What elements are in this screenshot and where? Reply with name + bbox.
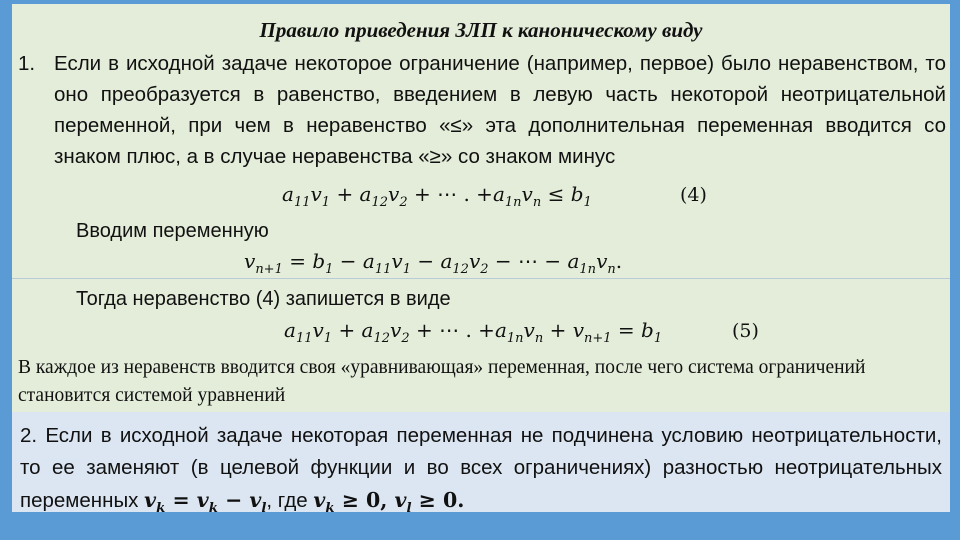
where-text: , где	[266, 489, 308, 512]
balancing-variable-note: В каждое из неравенств вводится своя «уравнивающая» переменная, после чего система ограничений становится системой уравнений	[18, 357, 866, 406]
introduce-variable-text: Вводим переменную	[76, 220, 269, 242]
rule-2-paragraph	[20, 420, 942, 512]
new-variable-formula: $v_{n+1} = b_1 - a_{11}v_1 - a_{12}v_2$ − ⋯ − $a_{1n}v_n$.	[244, 249, 623, 277]
formula-4-label: (4)	[680, 184, 707, 206]
formula-5-label: (5)	[732, 320, 759, 342]
rule-2-text: 2. Если в исходной задаче некоторая переменная не подчинена условию неотрицательности, то ее заменяют (в целевой функции и во всех ограничениях) разностью неотрицательных переменных	[20, 424, 942, 512]
rule-1-text: Если в исходной задаче некоторое ограничение (например, первое) было неравенством, то оно преобразуется в равенство, введением в левую часть некоторой неотрицательной переменной, при чем в неравенство «≤» эта дополнительная переменная вводится со знаком плюс, а в случае неравенства «≥» со знаком минус	[54, 52, 946, 168]
slide	[12, 4, 950, 512]
substitution-formula: $v_k = v_k - v_l$	[144, 488, 267, 512]
divider	[12, 278, 950, 279]
rule-2-block	[12, 412, 950, 512]
then-text: Тогда неравенство (4) запишется в виде	[76, 288, 451, 310]
equation-formula-5: $a_{11}v_1 + a_{12}v_2$ + ⋯ . $+a_{1n}v_n + v_{n+1} = b_1$	[284, 318, 663, 346]
slide-title: Правило приведения ЗЛП к каноническому виду	[259, 18, 703, 42]
rule-1-paragraph	[18, 48, 946, 172]
nonnegativity-formula: $v_k \ge 0$, $v_l \ge 0$.	[313, 488, 465, 512]
rule-1-number: 1.	[18, 52, 36, 75]
inequality-formula-4: $a_{11}v_1 + a_{12}v_2$ + ⋯ . $+a_{1n}v_n \le b_1$	[282, 182, 592, 210]
